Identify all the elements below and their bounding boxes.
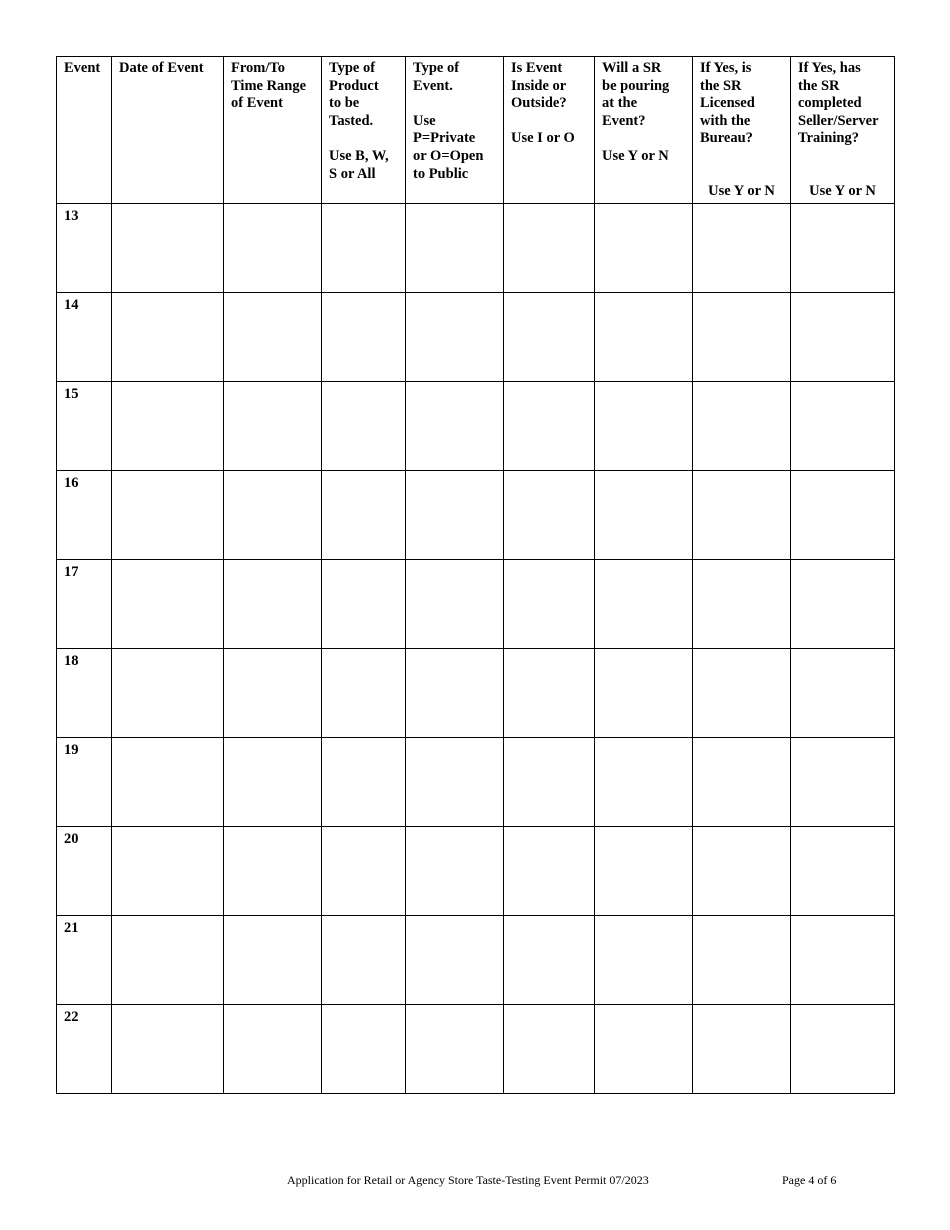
event-type-entry-cell[interactable] xyxy=(406,470,504,559)
inside-outside-entry-cell[interactable] xyxy=(504,381,595,470)
time-range-entry-cell[interactable] xyxy=(224,915,322,1004)
header-text: Use Y or N xyxy=(809,183,876,200)
time-range-entry-cell[interactable] xyxy=(224,559,322,648)
header-row xyxy=(57,57,895,204)
header-text: or O=Open xyxy=(413,147,484,164)
event-number-cell: 15 xyxy=(57,381,112,470)
header-text: Type of xyxy=(329,60,376,76)
header-text: From/To xyxy=(231,60,285,76)
sr-licensed-entry-cell[interactable] xyxy=(693,915,791,1004)
event-type-entry-cell[interactable] xyxy=(406,737,504,826)
date-of-event-entry-cell[interactable] xyxy=(112,292,224,381)
header-text: Use I or O xyxy=(511,130,575,147)
table-row xyxy=(57,203,895,292)
header-text: Event xyxy=(64,60,101,76)
table-row xyxy=(57,381,895,470)
inside-outside-entry-cell[interactable] xyxy=(504,648,595,737)
date-of-event-entry-cell[interactable] xyxy=(112,915,224,1004)
product-type-entry-cell[interactable] xyxy=(322,915,406,1004)
sr-training-entry-cell[interactable] xyxy=(791,915,895,1004)
col-event-header xyxy=(57,57,112,204)
date-of-event-entry-cell[interactable] xyxy=(112,648,224,737)
sr-training-entry-cell[interactable] xyxy=(791,1004,895,1093)
header-text xyxy=(413,95,496,113)
col-inside-outside-header xyxy=(504,57,595,204)
inside-outside-entry-cell[interactable] xyxy=(504,292,595,381)
event-type-entry-cell[interactable] xyxy=(406,826,504,915)
inside-outside-entry-cell[interactable] xyxy=(504,470,595,559)
sr-pouring-entry-cell[interactable] xyxy=(595,1004,693,1093)
header-text xyxy=(700,148,783,166)
header-text: If Yes, is xyxy=(700,60,752,76)
header-text: S or All xyxy=(329,165,376,182)
inside-outside-entry-cell[interactable] xyxy=(504,915,595,1004)
col-date-of-event-header xyxy=(112,57,224,204)
table-row xyxy=(57,648,895,737)
header-text: If Yes, has xyxy=(798,60,861,76)
header-text xyxy=(329,130,398,148)
product-type-entry-cell[interactable] xyxy=(322,559,406,648)
event-type-entry-cell[interactable] xyxy=(406,381,504,470)
header-text: the SR xyxy=(700,77,742,94)
header-text: Use xyxy=(413,112,436,129)
header-text: Event. xyxy=(413,77,453,94)
sr-licensed-entry-cell[interactable] xyxy=(693,470,791,559)
event-number-cell: 13 xyxy=(57,203,112,292)
event-number-cell: 17 xyxy=(57,559,112,648)
product-type-entry-cell[interactable] xyxy=(322,648,406,737)
col-sr-licensed-header xyxy=(693,57,791,204)
sr-training-entry-cell[interactable] xyxy=(791,826,895,915)
header-text: P=Private xyxy=(413,130,476,147)
event-type-entry-cell[interactable] xyxy=(406,648,504,737)
time-range-entry-cell[interactable] xyxy=(224,648,322,737)
sr-licensed-entry-cell[interactable] xyxy=(693,737,791,826)
header-text: Training? xyxy=(798,130,859,147)
header-text: Type of xyxy=(413,60,460,76)
table-row xyxy=(57,737,895,826)
header-text xyxy=(602,130,685,148)
event-number-cell: 16 xyxy=(57,470,112,559)
product-type-entry-cell[interactable] xyxy=(322,381,406,470)
sr-training-entry-cell[interactable] xyxy=(791,559,895,648)
header-text: be pouring xyxy=(602,77,670,94)
date-of-event-entry-cell[interactable] xyxy=(112,737,224,826)
sr-pouring-entry-cell[interactable] xyxy=(595,737,693,826)
header-text: of Event xyxy=(231,95,283,112)
event-number-cell: 19 xyxy=(57,737,112,826)
table-row xyxy=(57,1004,895,1093)
date-of-event-entry-cell[interactable] xyxy=(112,826,224,915)
sr-licensed-entry-cell[interactable] xyxy=(693,1004,791,1093)
sr-training-entry-cell[interactable] xyxy=(791,737,895,826)
sr-pouring-entry-cell[interactable] xyxy=(595,292,693,381)
product-type-entry-cell[interactable] xyxy=(322,203,406,292)
sr-pouring-entry-cell[interactable] xyxy=(595,470,693,559)
header-text: at the xyxy=(602,95,638,112)
col-event-type-header xyxy=(406,57,504,204)
time-range-entry-cell[interactable] xyxy=(224,826,322,915)
time-range-entry-cell[interactable] xyxy=(224,1004,322,1093)
sr-licensed-entry-cell[interactable] xyxy=(693,381,791,470)
event-type-entry-cell[interactable] xyxy=(406,292,504,381)
sr-pouring-entry-cell[interactable] xyxy=(595,915,693,1004)
product-type-entry-cell[interactable] xyxy=(322,292,406,381)
table-row xyxy=(57,915,895,1004)
inside-outside-entry-cell[interactable] xyxy=(504,826,595,915)
date-of-event-entry-cell[interactable] xyxy=(112,1004,224,1093)
col-sr-pouring-header xyxy=(595,57,693,204)
header-text: completed xyxy=(798,95,862,112)
header-text: Use Y or N xyxy=(708,183,775,200)
header-text: to be xyxy=(329,95,360,112)
event-number-cell: 22 xyxy=(57,1004,112,1093)
header-text: Use Y or N xyxy=(602,147,669,164)
sr-training-entry-cell[interactable] xyxy=(791,203,895,292)
header-text: the SR xyxy=(798,77,840,94)
time-range-entry-cell[interactable] xyxy=(224,292,322,381)
time-range-entry-cell[interactable] xyxy=(224,203,322,292)
time-range-entry-cell[interactable] xyxy=(224,470,322,559)
header-text: Tasted. xyxy=(329,112,374,129)
sr-training-entry-cell[interactable] xyxy=(791,470,895,559)
header-text: Inside or xyxy=(511,77,567,94)
table-row xyxy=(57,826,895,915)
header-text: Product xyxy=(329,77,379,94)
table-body xyxy=(57,203,895,1093)
col-product-type-header xyxy=(322,57,406,204)
header-text xyxy=(700,166,783,184)
sr-licensed-entry-cell[interactable] xyxy=(693,648,791,737)
header-text: to Public xyxy=(413,165,469,182)
sr-licensed-entry-cell[interactable] xyxy=(693,203,791,292)
table-row xyxy=(57,292,895,381)
sr-licensed-entry-cell[interactable] xyxy=(693,292,791,381)
inside-outside-entry-cell[interactable] xyxy=(504,737,595,826)
time-range-entry-cell[interactable] xyxy=(224,737,322,826)
col-sr-training-header xyxy=(791,57,895,204)
header-text xyxy=(511,113,587,131)
sr-pouring-entry-cell[interactable] xyxy=(595,648,693,737)
header-text: Seller/Server xyxy=(798,112,879,129)
product-type-entry-cell[interactable] xyxy=(322,470,406,559)
sr-pouring-entry-cell[interactable] xyxy=(595,203,693,292)
event-type-entry-cell[interactable] xyxy=(406,203,504,292)
event-number-cell: 20 xyxy=(57,826,112,915)
sr-training-entry-cell[interactable] xyxy=(791,648,895,737)
sr-licensed-entry-cell[interactable] xyxy=(693,826,791,915)
header-text: Date of Event xyxy=(119,60,204,76)
sr-pouring-entry-cell[interactable] xyxy=(595,826,693,915)
time-range-entry-cell[interactable] xyxy=(224,381,322,470)
header-text xyxy=(798,148,887,166)
event-number-cell: 14 xyxy=(57,292,112,381)
header-text: Is Event xyxy=(511,60,563,76)
header-text: Use B, W, xyxy=(329,147,389,164)
event-type-entry-cell[interactable] xyxy=(406,1004,504,1093)
header-text: Time Range xyxy=(231,77,307,94)
event-table xyxy=(56,56,895,1094)
inside-outside-entry-cell[interactable] xyxy=(504,1004,595,1093)
sr-training-entry-cell[interactable] xyxy=(791,292,895,381)
header-text xyxy=(798,166,887,184)
col-time-range-header xyxy=(224,57,322,204)
header-text: Outside? xyxy=(511,95,567,112)
date-of-event-entry-cell[interactable] xyxy=(112,559,224,648)
table-row xyxy=(57,470,895,559)
header-text: Bureau? xyxy=(700,130,753,147)
header-text: with the xyxy=(700,112,751,129)
sr-pouring-entry-cell[interactable] xyxy=(595,381,693,470)
product-type-entry-cell[interactable] xyxy=(322,1004,406,1093)
sr-licensed-entry-cell[interactable] xyxy=(693,559,791,648)
header-text: Licensed xyxy=(700,95,755,112)
date-of-event-entry-cell[interactable] xyxy=(112,203,224,292)
page-number: Page 4 of 6 xyxy=(782,1173,837,1187)
date-of-event-entry-cell[interactable] xyxy=(112,381,224,470)
inside-outside-entry-cell[interactable] xyxy=(504,559,595,648)
event-type-entry-cell[interactable] xyxy=(406,559,504,648)
inside-outside-entry-cell[interactable] xyxy=(504,203,595,292)
event-number-cell: 21 xyxy=(57,915,112,1004)
event-type-entry-cell[interactable] xyxy=(406,915,504,1004)
header-text: Event? xyxy=(602,112,646,129)
product-type-entry-cell[interactable] xyxy=(322,737,406,826)
header-text: Will a SR xyxy=(602,60,662,76)
form-title-footer: Application for Retail or Agency Store Taste-Testing Event Permit 07/2023 xyxy=(287,1173,649,1187)
event-number-cell: 18 xyxy=(57,648,112,737)
product-type-entry-cell[interactable] xyxy=(322,826,406,915)
sr-pouring-entry-cell[interactable] xyxy=(595,559,693,648)
table-row xyxy=(57,559,895,648)
date-of-event-entry-cell[interactable] xyxy=(112,470,224,559)
sr-training-entry-cell[interactable] xyxy=(791,381,895,470)
